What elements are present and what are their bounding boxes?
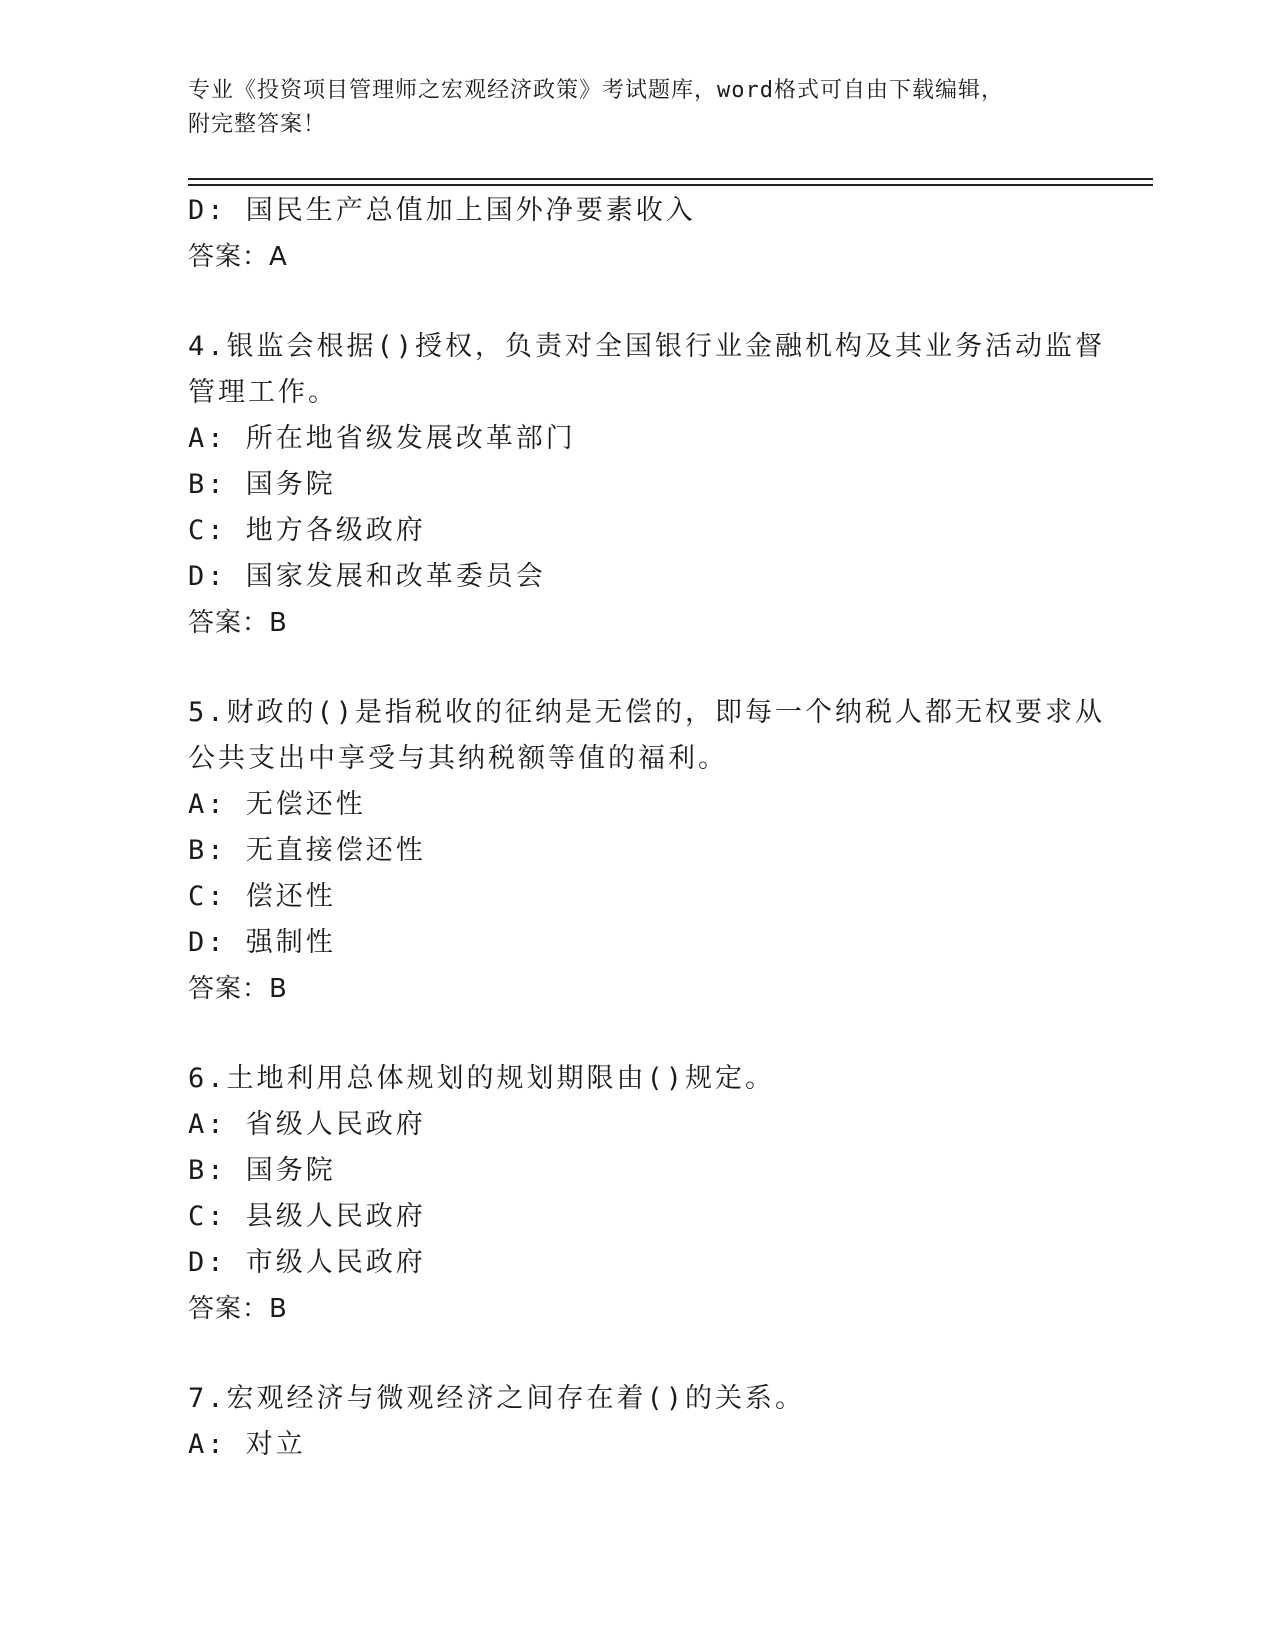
answer-line: 答案：B [188, 1294, 288, 1324]
header-divider-bottom [188, 184, 1153, 186]
option-b: B: 无直接偿还性 [188, 835, 426, 866]
question-stem: 4.银监会根据()授权，负责对全国银行业金融机构及其业务活动监督 [188, 331, 1106, 362]
header-divider-top [188, 178, 1153, 180]
question-stem-continued: 管理工作。 [188, 377, 338, 408]
header-line-2: 附完整答案！ [188, 112, 327, 137]
option-c: C: 偿还性 [188, 881, 336, 912]
question-stem: 6.土地利用总体规划的规划期限由()规定。 [188, 1063, 776, 1094]
option-d: D: 国家发展和改革委员会 [188, 561, 546, 592]
question-4 [188, 324, 1106, 646]
option-b: B: 国务院 [188, 1155, 336, 1186]
option-a: A: 所在地省级发展改革部门 [188, 423, 576, 454]
option-a: A: 无偿还性 [188, 789, 366, 820]
header-line-1: 专业《投资项目管理师之宏观经济政策》考试题库，word格式可自由下载编辑， [188, 78, 1004, 103]
question-3-remainder [188, 188, 1088, 280]
option-c: C: 县级人民政府 [188, 1201, 426, 1232]
option-b: B: 国务院 [188, 469, 336, 500]
question-6 [188, 1056, 1088, 1332]
question-stem: 7.宏观经济与微观经济之间存在着()的关系。 [188, 1383, 806, 1414]
answer-line: 答案：B [188, 974, 288, 1004]
document-body [188, 188, 1106, 1468]
question-stem-continued: 公共支出中享受与其纳税额等值的福利。 [188, 743, 728, 774]
option-d: D: 市级人民政府 [188, 1247, 426, 1278]
question-5 [188, 690, 1106, 1012]
option-a: A: 对立 [188, 1429, 306, 1460]
option-a: A: 省级人民政府 [188, 1109, 426, 1140]
option-d: D: 强制性 [188, 927, 336, 958]
question-7 [188, 1376, 1088, 1468]
document-header [188, 74, 1088, 142]
option-d: D: 国民生产总值加上国外净要素收入 [188, 195, 696, 226]
answer-line: 答案：B [188, 608, 288, 638]
answer-line: 答案：A [188, 242, 288, 272]
option-c: C: 地方各级政府 [188, 515, 426, 546]
question-stem: 5.财政的()是指税收的征纳是无偿的，即每一个纳税人都无权要求从 [188, 697, 1106, 728]
